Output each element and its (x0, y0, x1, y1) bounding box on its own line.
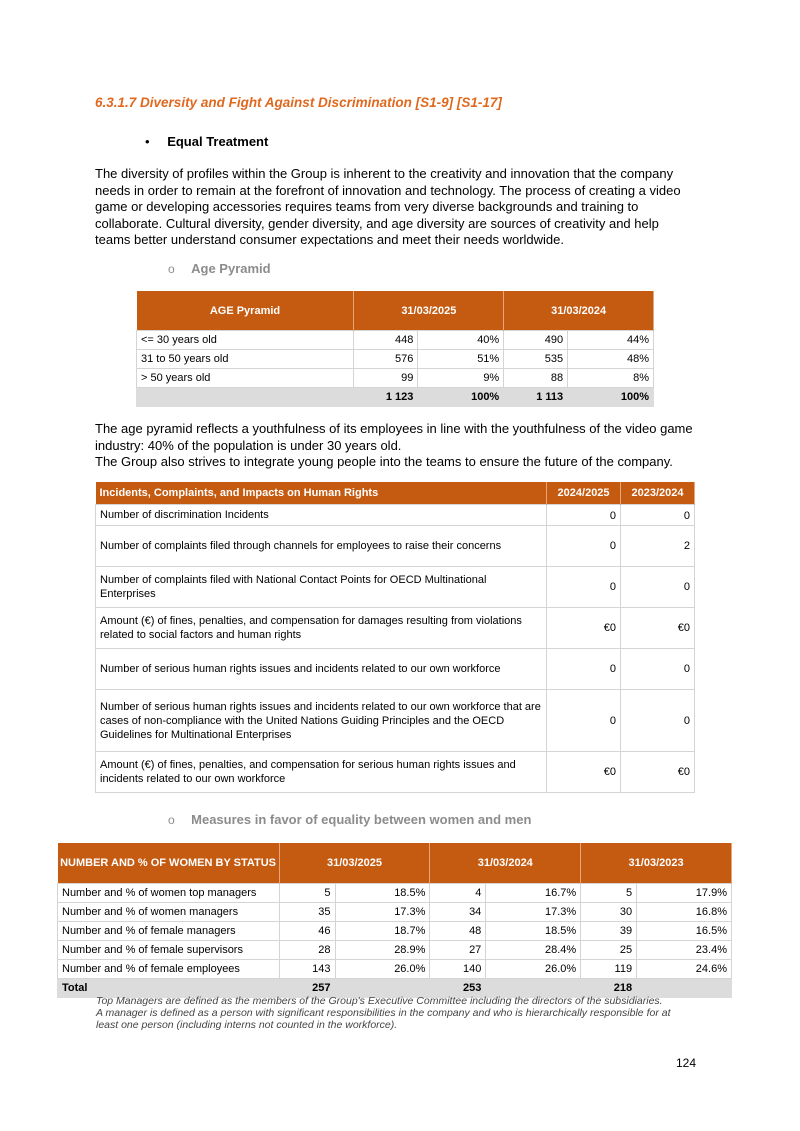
table-row (96, 567, 695, 608)
cell: 0 (547, 567, 621, 608)
age-paragraph (95, 421, 705, 471)
cell: 253 (430, 979, 486, 998)
row-label: Number of serious human rights issues and incidents related to our own workforce that are cases of non-compliance with the United Nations Guiding Principles and the OECD Guidelines for Multinational Enterprises (96, 690, 547, 752)
row-label: Number of complaints filed through channels for employees to raise their concerns (96, 526, 547, 567)
table-row (96, 608, 695, 649)
cell: 40% (418, 331, 504, 350)
table-row (96, 526, 695, 567)
table-header (137, 291, 654, 331)
cell: 34 (430, 903, 486, 922)
cell: 257 (279, 979, 335, 998)
table-row (58, 903, 732, 922)
table-row (137, 350, 654, 369)
cell: 8% (568, 369, 654, 388)
cell: 119 (581, 960, 637, 979)
table-row (58, 884, 732, 903)
table-row (58, 960, 732, 979)
cell: 0 (547, 690, 621, 752)
cell: 576 (354, 350, 418, 369)
row-label: <= 30 years old (137, 331, 354, 350)
footnote-line: Top Managers are defined as the members of the Group's Executive Committee including the directors of the subsidiaries. (96, 995, 663, 1007)
intro-paragraph (95, 166, 705, 249)
cell: 30 (581, 903, 637, 922)
cell: 23.4% (637, 941, 732, 960)
age-pyramid-table (136, 291, 654, 407)
table-row (58, 922, 732, 941)
cell: 28.4% (486, 941, 581, 960)
cell: 48% (568, 350, 654, 369)
cell: 17.3% (335, 903, 430, 922)
column-header: AGE Pyramid (137, 291, 354, 331)
cell: 17.9% (637, 884, 732, 903)
column-header: 31/03/2025 (354, 291, 504, 331)
cell: 51% (418, 350, 504, 369)
total-row (137, 388, 654, 407)
row-label: 31 to 50 years old (137, 350, 354, 369)
cell: 218 (581, 979, 637, 998)
column-header: NUMBER AND % OF WOMEN BY STATUS (58, 843, 280, 884)
row-label: Number of serious human rights issues and incidents related to our own workforce (96, 649, 547, 690)
cell: 26.0% (486, 960, 581, 979)
cell: 0 (547, 649, 621, 690)
cell: €0 (621, 608, 695, 649)
cell: 46 (279, 922, 335, 941)
row-label: > 50 years old (137, 369, 354, 388)
cell: 0 (621, 690, 695, 752)
row-label: Number of discrimination Incidents (96, 505, 547, 526)
cell: 100% (418, 388, 504, 407)
paragraph-line: collaborate. Cultural diversity, gender diversity, and age diversity are sources of creativity and help (95, 215, 659, 231)
cell: 28.9% (335, 941, 430, 960)
cell: 25 (581, 941, 637, 960)
paragraph-line: The Group also strives to integrate young people into the teams to ensure the future of the company. (95, 454, 673, 469)
cell: €0 (621, 752, 695, 793)
cell: 16.8% (637, 903, 732, 922)
table-row (58, 941, 732, 960)
column-header: 31/03/2024 (504, 291, 654, 331)
footnote-line: least one person (including interns not counted in the workforce). (96, 1019, 398, 1031)
column-header: 31/03/2025 (279, 843, 430, 884)
footnote-line: A manager is defined as a person with significant responsibilities in the company and who is hierarchically responsible for at (96, 1007, 671, 1019)
paragraph-line: teams better understand consumer expectations and meet their needs worldwide. (95, 232, 564, 247)
women-heading-label: Measures in favor of equality between women and men (191, 812, 532, 827)
column-header: 2023/2024 (621, 482, 695, 505)
cell: 4 (430, 884, 486, 903)
cell: 0 (547, 526, 621, 567)
row-label: Number and % of female supervisors (58, 941, 280, 960)
row-label: Number and % of female employees (58, 960, 280, 979)
cell: 18.5% (486, 922, 581, 941)
cell: 16.7% (486, 884, 581, 903)
table-row (137, 369, 654, 388)
row-label: Amount (€) of fines, penalties, and compensation for damages resulting from violations related to social factors and human rights (96, 608, 547, 649)
column-header: 2024/2025 (547, 482, 621, 505)
column-header: 31/03/2023 (581, 843, 732, 884)
cell: 99 (354, 369, 418, 388)
cell: 5 (581, 884, 637, 903)
row-label: Amount (€) of fines, penalties, and compensation for serious human rights issues and incidents related to our own workforce (96, 752, 547, 793)
cell: 143 (279, 960, 335, 979)
cell: 0 (621, 567, 695, 608)
section-title: 6.3.1.7 Diversity and Fight Against Discrimination [S1-9] [S1-17] (95, 95, 502, 110)
cell: 88 (504, 369, 568, 388)
cell: 39 (581, 922, 637, 941)
table-row (96, 690, 695, 752)
incidents-table (95, 482, 695, 793)
women-heading (168, 811, 531, 829)
table-row (137, 331, 654, 350)
cell: 0 (621, 505, 695, 526)
bullet-marker: • (145, 134, 150, 149)
row-label: Number of complaints filed with National Contact Points for OECD Multinational Enterprises (96, 567, 547, 608)
cell: 0 (547, 505, 621, 526)
cell: 18.5% (335, 884, 430, 903)
cell: 16.5% (637, 922, 732, 941)
age-heading (168, 260, 271, 278)
footnote (96, 995, 696, 1031)
page-number: 124 (676, 1056, 697, 1070)
paragraph-line: needs in order to remain at the forefront of innovation and technology. The process of creating a video (95, 182, 681, 198)
cell: €0 (547, 608, 621, 649)
cell: 48 (430, 922, 486, 941)
cell: 535 (504, 350, 568, 369)
cell: 44% (568, 331, 654, 350)
table-row (96, 505, 695, 526)
row-label: Total (58, 979, 280, 998)
sub-marker: o (168, 262, 175, 276)
bullet-label: Equal Treatment (167, 134, 269, 149)
table-header (96, 482, 695, 505)
women-by-status-table (57, 843, 732, 998)
paragraph-line: industry: 40% of the population is under 30 years old. (95, 437, 402, 453)
cell: 18.7% (335, 922, 430, 941)
sub-marker: o (168, 813, 175, 827)
cell: 0 (621, 649, 695, 690)
cell: 9% (418, 369, 504, 388)
row-label: Number and % of women managers (58, 903, 280, 922)
cell: 24.6% (637, 960, 732, 979)
paragraph-line: game or developing accessories requires teams from very diverse backgrounds and training to (95, 199, 639, 214)
cell: 28 (279, 941, 335, 960)
table-header (58, 843, 732, 884)
paragraph-line: The diversity of profiles within the Group is inherent to the creativity and innovation that the company (95, 166, 674, 181)
cell: 100% (568, 388, 654, 407)
cell: 490 (504, 331, 568, 350)
row-label: Number and % of women top managers (58, 884, 280, 903)
cell: 26.0% (335, 960, 430, 979)
cell: 140 (430, 960, 486, 979)
cell: 2 (621, 526, 695, 567)
bullet-item (145, 134, 268, 149)
cell: 5 (279, 884, 335, 903)
column-header: Incidents, Complaints, and Impacts on Human Rights (96, 482, 547, 505)
table-row (96, 752, 695, 793)
cell: 35 (279, 903, 335, 922)
cell: 17.3% (486, 903, 581, 922)
cell: 1 123 (354, 388, 418, 407)
paragraph-line: The age pyramid reflects a youthfulness of its employees in line with the youthfulness of the video game (95, 421, 693, 436)
cell: 448 (354, 331, 418, 350)
column-header: 31/03/2024 (430, 843, 581, 884)
row-label: Number and % of female managers (58, 922, 280, 941)
row-label (137, 388, 354, 407)
age-heading-label: Age Pyramid (191, 261, 271, 276)
cell: 27 (430, 941, 486, 960)
cell: 1 113 (504, 388, 568, 407)
table-row (96, 649, 695, 690)
cell: €0 (547, 752, 621, 793)
